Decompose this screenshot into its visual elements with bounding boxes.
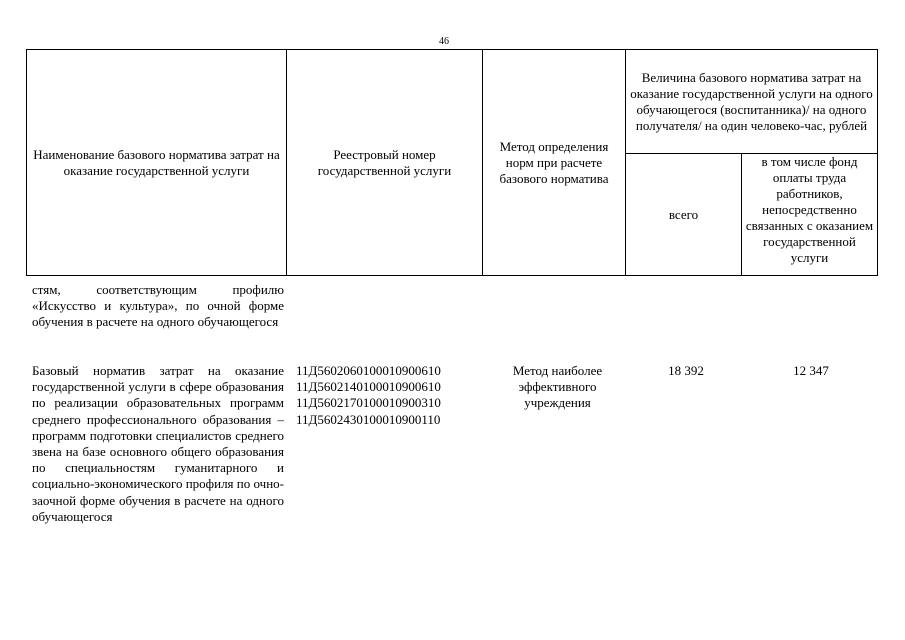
row-1-total: 18 392: [668, 363, 704, 378]
registry-code: 11Д5602430100010900110: [296, 411, 441, 427]
registry-code: 11Д5602170100010900310: [296, 395, 441, 411]
header-col-name: Наименование базового норматива затрат на оказание государственной услуги: [27, 50, 287, 276]
header-col-value-group: Величина базового норматива затрат на оказание государственной услуги на одного обучающегося (воспитанника)/ на одного получателя/ на один человеко-час, рублей: [626, 50, 878, 154]
registry-code: 11Д5602140100010900610: [296, 379, 441, 395]
header-table: [26, 49, 878, 276]
header-col-payroll: в том числе фонд оплаты труда работников, непосредственно связанных с оказанием государственной услуги: [742, 154, 878, 276]
row-1-method: Метод наиболее эффективного учреждения: [512, 363, 603, 411]
continuation-text: стям, соответствующим профилю «Искусство и культура», по очной форме обучения в расчете на одного обучающегося: [32, 282, 284, 330]
header-col-method: Метод определения норм при расчете базового норматива: [483, 50, 626, 276]
page-number: 46: [439, 36, 449, 47]
row-1-name: Базовый норматив затрат на оказание государственной услуги в сфере образования по реализации образовательных программ среднего профессионального образования – программ подготовки специалистов среднего звена на базе основного общего образования по специальностям гуманитарного и социально-экономического профиля по очно-заочной форме обучения в расчете на одного обучающегося: [32, 363, 284, 524]
row-1-payroll: 12 347: [793, 363, 829, 378]
row-1-codes: [296, 363, 486, 428]
header-col-registry: Реестровый номер государственной услуги: [287, 50, 483, 276]
registry-code: 11Д5602060100010900610: [296, 363, 441, 378]
header-col-total: всего: [626, 154, 742, 276]
